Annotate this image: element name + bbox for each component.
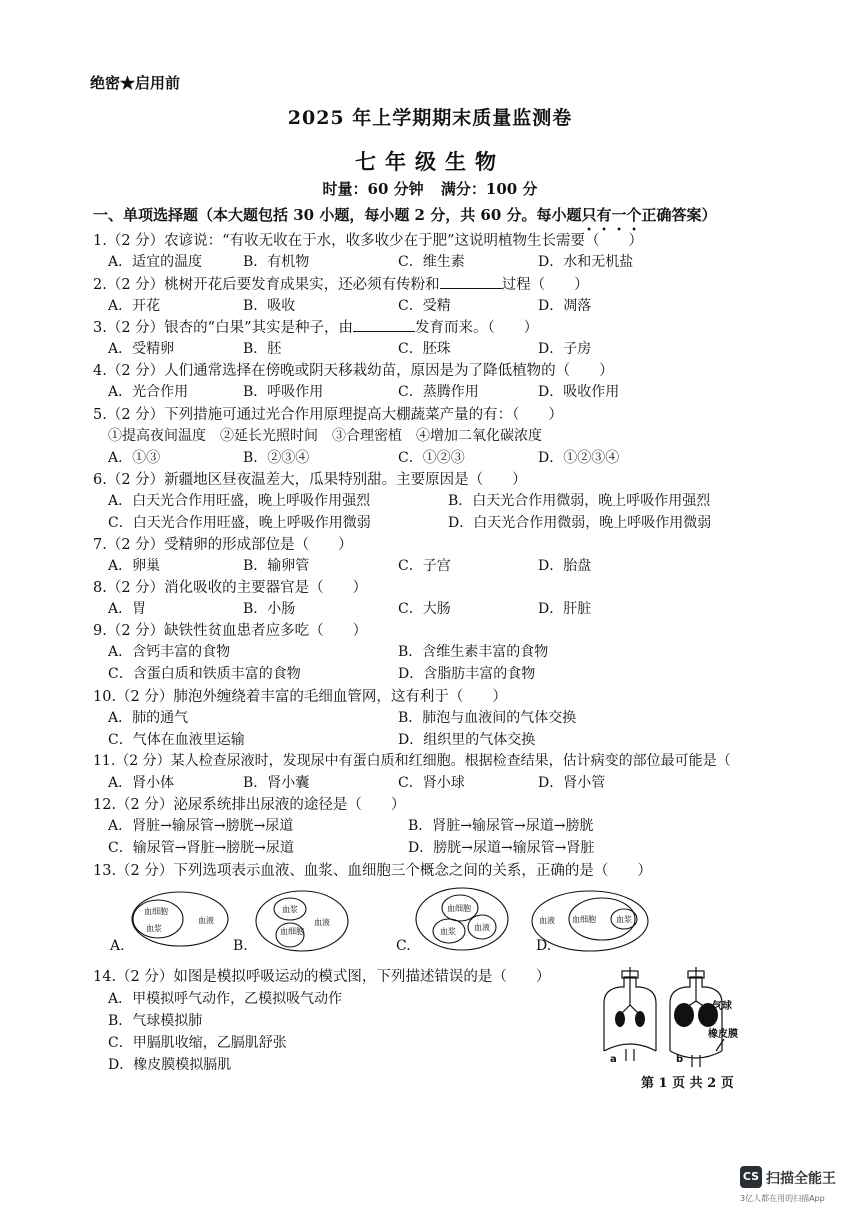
options-9a	[108, 641, 768, 661]
options-2	[108, 295, 768, 315]
question-text: 发育而来。（ ）	[415, 320, 539, 336]
jar-a-label: a	[610, 1054, 617, 1065]
option[interactable]: B.	[233, 938, 248, 954]
time-limit: 时量：60 分钟	[322, 180, 424, 198]
option[interactable]: C．白天光合作用旺盛，晚上呼吸作用微弱	[108, 515, 371, 531]
venn-d-label-plasma: 血浆	[616, 915, 632, 924]
question-5: 5.（2 分）下列措施可通过光合作用原理提高大棚蔬菜产量的有：（ ）	[93, 407, 563, 423]
option[interactable]: C．①②③	[398, 450, 465, 466]
jar-a-branch-right	[630, 1005, 638, 1013]
venn-b-label-cells: 血细胞	[280, 927, 304, 936]
balloon-label: 气球	[712, 1001, 732, 1012]
question-7: 7.（2 分）受精卵的形成部位是（ ）	[93, 537, 353, 553]
options-7	[108, 555, 768, 575]
options-13	[110, 938, 770, 958]
venn-b-label-plasma: 血浆	[282, 905, 298, 914]
options-8	[108, 598, 768, 618]
option[interactable]: C．肾小球	[398, 775, 465, 791]
question-text: 3.（2 分）银杏的“白果”其实是种子，由	[93, 320, 353, 336]
option[interactable]: D．含脂肪丰富的食物	[398, 666, 536, 682]
option[interactable]: D．吸收作用	[538, 384, 620, 400]
option[interactable]: B．肺泡与血液间的气体交换	[398, 710, 577, 726]
question-6: 6.（2 分）新疆地区昼夜温差大，瓜果特别甜。主要原因是（ ）	[93, 472, 527, 488]
option[interactable]: A．受精卵	[108, 341, 175, 357]
membrane-pointer	[716, 1039, 724, 1051]
scanner-brand-name: 扫描全能王	[766, 1171, 836, 1187]
option[interactable]: A．白天光合作用旺盛，晚上呼吸作用强烈	[108, 493, 371, 509]
option[interactable]: B．输卵管	[243, 558, 310, 574]
answer-blank[interactable]	[353, 317, 415, 332]
option[interactable]: C.	[396, 938, 411, 954]
option[interactable]: C．维生素	[398, 254, 465, 270]
question-9: 9.（2 分）缺铁性贫血患者应多吃（ ）	[93, 623, 368, 639]
option[interactable]: C．受精	[398, 298, 451, 314]
breathing-model-diagram	[598, 965, 748, 1070]
question-2	[93, 273, 589, 294]
question-5-statements: ①提高夜间温度 ②延长光照时间 ③合理密植 ④增加二氧化碳浓度	[108, 428, 542, 444]
option[interactable]: B．白天光合作用微弱，晚上呼吸作用强烈	[448, 493, 711, 509]
option[interactable]: B．②③④	[243, 450, 310, 466]
section-heading-emph: 只有一个	[581, 206, 642, 224]
jar-b-label: b	[676, 1054, 684, 1065]
balloon-a-right	[635, 1011, 645, 1027]
option[interactable]: D．白天光合作用微弱，晚上呼吸作用微弱	[448, 515, 712, 531]
option[interactable]: B．有机物	[243, 254, 310, 270]
options-12b	[108, 837, 768, 857]
option[interactable]: A．肾小体	[108, 775, 175, 791]
options-3	[108, 338, 768, 358]
question-text: 2.（2 分）桃树开花后要发育成果实，还必须有传粉和	[93, 277, 440, 293]
venn-c-label-plasma: 血浆	[440, 927, 456, 936]
full-score: 满分：100 分	[440, 180, 538, 198]
options-4	[108, 381, 768, 401]
question-text: 过程（ ）	[501, 277, 589, 293]
membrane-label: 橡皮膜	[708, 1029, 738, 1040]
venn-a-label-blood: 血液	[198, 916, 214, 925]
venn-c-label-blood: 血液	[474, 923, 490, 932]
section-heading-post: 正确答案）	[641, 206, 717, 224]
scanner-logo-icon: CS	[740, 1166, 762, 1188]
option[interactable]: B．肾小囊	[243, 775, 310, 791]
option[interactable]: B．吸收	[243, 298, 296, 314]
options-11	[108, 772, 768, 792]
venn-c-label-cells: 血细胞	[447, 904, 471, 913]
option[interactable]: C．甲膈肌收缩，乙膈肌舒张	[108, 1035, 287, 1051]
jar-a-branch-left	[622, 1005, 630, 1013]
option[interactable]: D．凋落	[538, 298, 592, 314]
venn-a-label-cells: 血细胞	[144, 907, 168, 916]
option[interactable]: C．输尿管→肾脏→膀胱→尿道	[108, 840, 294, 856]
option[interactable]: C．含蛋白质和铁质丰富的食物	[108, 666, 301, 682]
option[interactable]: D．组织里的气体交换	[398, 732, 536, 748]
option[interactable]: A．含钙丰富的食物	[108, 644, 231, 660]
option[interactable]: C．气体在血液里运输	[108, 732, 245, 748]
option[interactable]: A．①③	[108, 450, 161, 466]
options-12a	[108, 815, 768, 835]
venn-d-label-cells: 血细胞	[572, 915, 596, 924]
option[interactable]: B．胚	[243, 341, 282, 357]
option[interactable]: D．肾小管	[538, 775, 606, 791]
secret-label: 绝密★启用前	[90, 74, 181, 92]
option[interactable]: B．气球模拟肺	[108, 1013, 203, 1029]
question-11: 11.（2 分）某人检查尿液时，发现尿中有蛋白质和红细胞。根据检查结果，估计病变的部位最可能是（	[93, 753, 731, 769]
option[interactable]: C．胚珠	[398, 341, 451, 357]
exam-subject: 七年级生物	[355, 149, 505, 174]
venn-d-label-blood: 血液	[539, 916, 555, 925]
option[interactable]: B．含维生素丰富的食物	[398, 644, 549, 660]
answer-blank[interactable]	[440, 274, 502, 289]
options-10b	[108, 729, 768, 749]
option[interactable]: B．呼吸作用	[243, 384, 324, 400]
option[interactable]: D．膀胱→尿道→输尿管→肾脏	[408, 840, 595, 856]
question-12: 12.（2 分）泌尿系统排出尿液的途径是（ ）	[93, 797, 406, 813]
options-6b	[108, 512, 768, 532]
option[interactable]: B．小肠	[243, 601, 296, 617]
balloon-b-left	[674, 1003, 694, 1027]
question-14: 14.（2 分）如图是模拟呼吸运动的模式图，下列描述错误的是（ ）	[93, 969, 551, 985]
question-8: 8.（2 分）消化吸收的主要器官是（ ）	[93, 580, 368, 596]
question-10: 10.（2 分）肺泡外缠绕着丰富的毛细血管网，这有利于（ ）	[93, 689, 507, 705]
jar-a-membrane	[604, 1044, 656, 1051]
option[interactable]: D．橡皮膜模拟膈肌	[108, 1057, 232, 1073]
question-4: 4.（2 分）人们通常选择在傍晚或阴天移栽幼苗，原因是为了降低植物的（ ）	[93, 363, 614, 379]
option[interactable]: A．开花	[108, 298, 161, 314]
option[interactable]: D.	[536, 938, 552, 954]
venn-b-label-blood: 血液	[314, 918, 330, 927]
option[interactable]: D．水和无机盐	[538, 254, 634, 270]
option[interactable]: A．卵巢	[108, 558, 161, 574]
option[interactable]: A．肾脏→输尿管→膀胱→尿道	[108, 818, 294, 834]
option[interactable]: A．适宜的温度	[108, 254, 203, 270]
question-13: 13.（2 分）下列选项表示血液、血浆、血细胞三个概念之间的关系，正确的是（ ）	[93, 863, 652, 879]
exam-title: 2025 年上学期期末质量监测卷	[287, 107, 573, 129]
scanner-tagline: 3亿人都在用的扫描App	[740, 1194, 825, 1203]
option[interactable]: A．甲模拟呼气动作，乙模拟吸气动作	[108, 991, 343, 1007]
page-footer: 第 1 页 共 2 页	[641, 1076, 734, 1091]
option[interactable]: C．子宫	[398, 558, 451, 574]
venn-a-label-plasma: 血浆	[146, 924, 162, 933]
section-heading-pre: 一、单项选择题（本大题包括 30 小题，每小题 2 分，共 60 分。每小题	[93, 206, 582, 224]
options-6a	[108, 490, 768, 510]
options-9b	[108, 663, 768, 683]
option[interactable]: B．肾脏→输尿管→尿道→膀胱	[408, 818, 594, 834]
option[interactable]: D．肝脏	[538, 601, 592, 617]
exam-meta	[0, 178, 860, 199]
balloon-a-left	[615, 1011, 625, 1027]
option[interactable]: A．肺的通气	[108, 710, 189, 726]
option[interactable]: A．光合作用	[108, 384, 189, 400]
options-5	[108, 447, 768, 467]
option[interactable]: D．胎盘	[538, 558, 592, 574]
option[interactable]: A.	[110, 938, 125, 954]
option[interactable]: C．大肠	[398, 601, 451, 617]
option[interactable]: D．子房	[538, 341, 592, 357]
options-10a	[108, 707, 768, 727]
question-1: 1.（2 分）农谚说：“有收无收在于水，收多收少在于肥”这说明植物生长需要（ ）	[93, 233, 643, 249]
options-1	[108, 251, 768, 271]
option[interactable]: A．胃	[108, 601, 147, 617]
question-3	[93, 316, 538, 337]
option[interactable]: D．①②③④	[538, 450, 620, 466]
option[interactable]: C．蒸腾作用	[398, 384, 479, 400]
